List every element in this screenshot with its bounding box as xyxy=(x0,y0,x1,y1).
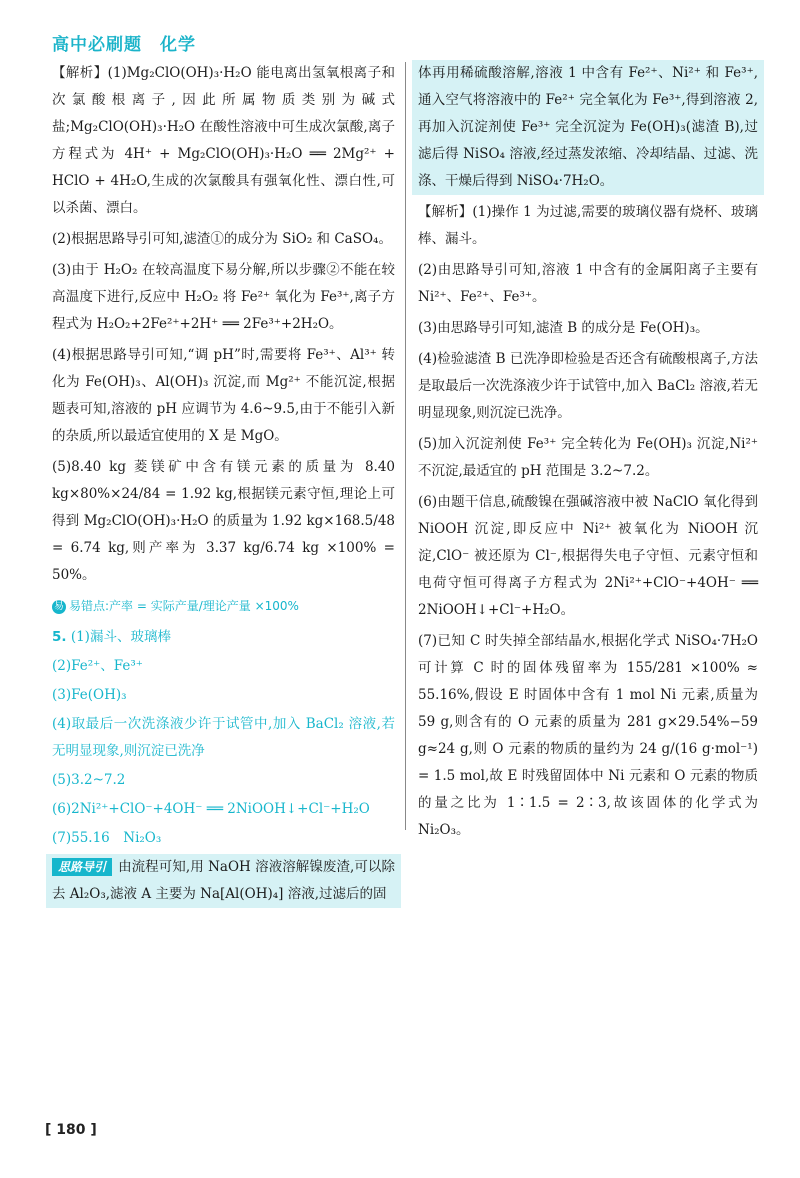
answer-line: (3)Fe(OH)₃ xyxy=(52,687,127,703)
thinking-guide-text: 由流程可知,用 NaOH 溶液溶解镍废渣,可以除去 Al₂O₃,滤液 A 主要为 Na[Al(OH)₄] 溶液,过滤后的固 xyxy=(52,859,395,902)
analysis-paragraph-4: (4)根据思路导引可知,“调 pH”时,需要将 Fe³⁺、Al³⁺ 转化为 Fe(OH)₃、Al(OH)₃ 沉淀,而 Mg²⁺ 不能沉淀,根据题表可知,溶液的 pH 应调节为 4.6~9.5,由于不能引入新的杂质,所以最适宜使用的 X 是 MgO。 xyxy=(52,347,395,444)
answer-line: (6)2Ni²⁺+ClO⁻+4OH⁻ ══ 2NiOOH↓+Cl⁻+H₂O xyxy=(52,801,370,817)
answer-line: (7)55.16 Ni₂O₃ xyxy=(52,830,162,846)
analysis-paragraph-5: (5)加入沉淀剂使 Fe³⁺ 完全转化为 Fe(OH)₃ 沉淀,Ni²⁺ 不沉淀,最适宜的 pH 范围是 3.2~7.2。 xyxy=(418,436,758,479)
analysis-paragraph-7: (7)已知 C 时失掉全部结晶水,根据化学式 NiSO₄·7H₂O 可计算 C 时的固体残留率为 155/281 ×100% ≈ 55.16%,假设 E 时固体中含有 1 mol Ni 元素,质量为 59 g,则含有的 O 元素的质量为 281 g×29.54%−59 g≈24 g,则 O 元素的物质的量约为 24 g/(16 g·mol⁻¹) = 1.5 mol,故 E 时残留固体中 Ni 元素和 O 元素的物质的量之比为 1∶1.5 = 2∶3,故该固体的化学式为 Ni₂O₃。 xyxy=(418,633,758,838)
analysis-paragraph-1: 【解析】(1)Mg₂ClO(OH)₃·H₂O 能电离出氢氧根离子和次氯酸根离子,因此所属物质类别为碱式盐;Mg₂ClO(OH)₃·H₂O 在酸性溶液中可生成次氯酸,离子方程式为 4H⁺ + Mg₂ClO(OH)₃·H₂O ══ 2Mg²⁺ + HClO + 4H₂O,生成的次氯酸具有强氧化性、漂白性,可以杀菌、漂白。 xyxy=(52,65,395,216)
analysis-paragraph-4: (4)检验滤渣 B 已洗净即检验是否还含有硫酸根离子,方法是取最后一次洗涤液少许于试管中,加入 BaCl₂ 溶液,若无明显现象,则沉淀已洗净。 xyxy=(418,351,758,421)
analysis-paragraph-5: (5)8.40 kg 菱镁矿中含有镁元素的质量为 8.40 kg×80%×24/84 = 1.92 kg,根据镁元素守恒,理论上可得到 Mg₂ClO(OH)₃·H₂O 的质量为 1.92 kg×168.5/48 = 6.74 kg,则产率为 3.37 kg/6.74 kg ×100% = 50%。 xyxy=(52,459,395,583)
page-header-title: 高中必刷题 化学 xyxy=(52,35,196,55)
answer-block-q5 xyxy=(52,624,395,852)
analysis-paragraph-3: (3)由思路导引可知,滤渣 B 的成分是 Fe(OH)₃。 xyxy=(418,320,709,336)
analysis-paragraph-1: 【解析】(1)操作 1 为过滤,需要的玻璃仪器有烧杯、玻璃棒、漏斗。 xyxy=(418,204,758,247)
column-divider xyxy=(405,62,406,830)
right-column xyxy=(418,60,758,848)
error-prone-note-text: 易错点:产率 = 实际产量/理论产量 ×100% xyxy=(69,599,299,613)
analysis-paragraph-2: (2)根据思路导引可知,滤渣①的成分为 SiO₂ 和 CaSO₄。 xyxy=(52,231,392,247)
thinking-guide-box xyxy=(46,854,401,908)
left-column xyxy=(52,60,395,912)
page-number: [ 180 ] xyxy=(45,1122,97,1138)
analysis-paragraph-2: (2)由思路导引可知,溶液 1 中含有的金属阳离子主要有 Ni²⁺、Fe²⁺、Fe³⁺。 xyxy=(418,262,758,305)
answer-line xyxy=(52,624,395,651)
warning-icon: 易 xyxy=(54,600,64,612)
question-number: 5. xyxy=(52,629,67,645)
thinking-guide-continued: 体再用稀硫酸溶解,溶液 1 中含有 Fe²⁺、Ni²⁺ 和 Fe³⁺,通入空气将溶液中的 Fe²⁺ 完全氧化为 Fe³⁺,得到溶液 2,再加入沉淀剂使 Fe³⁺ 完全沉淀为 Fe(OH)₃(滤渣 B),过滤后得 NiSO₄ 溶液,经过蒸发浓缩、冷却结晶、过滤、洗涤、干燥后得到 NiSO₄·7H₂O。 xyxy=(412,60,764,195)
analysis-paragraph-3: (3)由于 H₂O₂ 在较高温度下易分解,所以步骤②不能在较高温度下进行,反应中 H₂O₂ 将 Fe²⁺ 氧化为 Fe³⁺,离子方程式为 H₂O₂+2Fe²⁺+2H⁺ ══ 2Fe³⁺+2H₂O。 xyxy=(52,262,395,332)
answer-line: (4)取最后一次洗涤液少许于试管中,加入 BaCl₂ 溶液,若无明显现象,则沉淀已洗净 xyxy=(52,716,395,759)
answer-line: (2)Fe²⁺、Fe³⁺ xyxy=(52,658,143,674)
answer-text: (1)漏斗、玻璃棒 xyxy=(70,629,171,645)
thinking-guide-label: 思路导引 xyxy=(52,858,112,876)
analysis-paragraph-6: (6)由题干信息,硫酸镍在强碱溶液中被 NaClO 氧化得到 NiOOH 沉淀,即反应中 Ni²⁺ 被氧化为 NiOOH 沉淀,ClO⁻ 被还原为 Cl⁻,根据得失电子守恒、元素守恒和电荷守恒可得离子方程式为 2Ni²⁺+ClO⁻+4OH⁻ ══ 2NiOOH↓+Cl⁻+H₂O。 xyxy=(418,494,758,618)
answer-line: (5)3.2~7.2 xyxy=(52,772,126,788)
error-prone-note xyxy=(52,593,395,620)
